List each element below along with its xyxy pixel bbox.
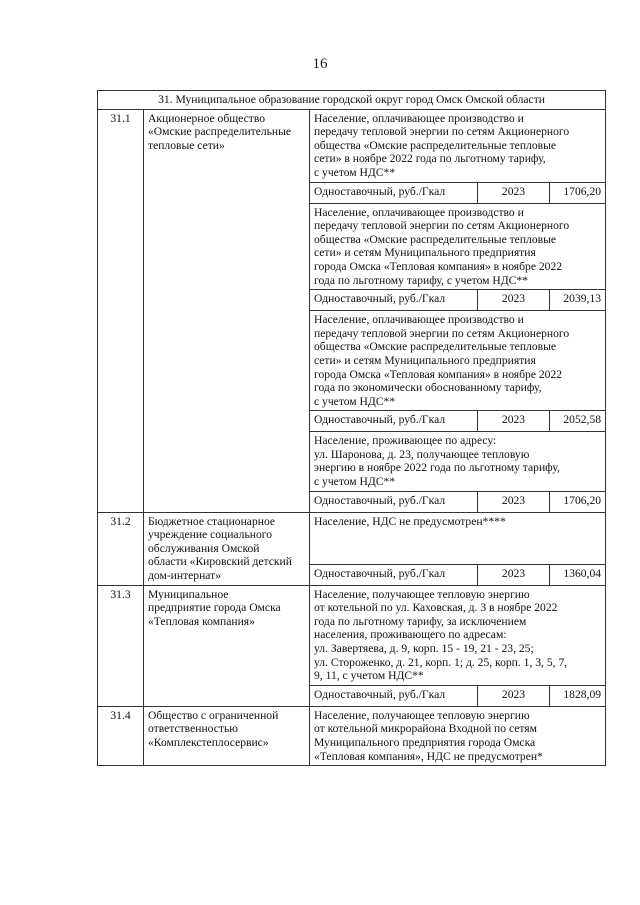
description-line: сети» в ноябре 2022 года по льготному тарифу,	[314, 152, 546, 166]
row-number: 31.4	[98, 706, 144, 765]
description-line: с учетом НДС**	[314, 475, 396, 489]
description-line: города Омска «Тепловая компания» в ноябре 2022	[314, 259, 563, 273]
description-line: Население, оплачивающее производство и	[314, 205, 524, 219]
table-row	[98, 585, 606, 685]
consumer-description	[310, 706, 606, 765]
organization-name	[144, 585, 310, 706]
description-line: 9, 11, с учетом НДС**	[314, 669, 424, 683]
tariff-unit: Одноставочный, руб./Гкал	[310, 290, 478, 311]
description-line: с учетом НДС**	[314, 165, 396, 179]
description-line: города Омска «Тепловая компания» в ноябре 2022	[314, 367, 563, 381]
description-line: общества «Омские распределительные тепловые	[314, 138, 557, 152]
tariff-year: 2023	[478, 290, 550, 311]
section-header-row	[98, 91, 606, 110]
consumer-description	[310, 585, 606, 685]
description-line: ул. Шаронова, д. 23, получающее тепловую	[314, 447, 530, 461]
tariff-year: 2023	[478, 491, 550, 512]
organization-line: Муниципальное	[148, 587, 229, 601]
description-line: сети» и сетям Муниципального предприятия	[314, 246, 536, 260]
row-number: 31.1	[98, 109, 144, 512]
description-line: передачу тепловой энергии по сетям Акционерного	[314, 219, 570, 233]
row-number: 31.2	[98, 512, 144, 585]
tariff-value: 1360,04	[550, 564, 606, 585]
tariff-value: 1706,20	[550, 182, 606, 203]
consumer-description	[310, 512, 606, 564]
description-line: от котельной по ул. Каховская, д. 3 в ноябре 2022	[314, 601, 558, 615]
row-number: 31.3	[98, 585, 144, 706]
description-line: Население, оплачивающее производство и	[314, 111, 524, 125]
consumer-description	[310, 311, 606, 411]
description-line: Население, оплачивающее производство и	[314, 313, 524, 327]
description-line: от котельной микрорайона Входной по сетям	[314, 722, 537, 736]
organization-line: Общество с ограниченной	[148, 708, 279, 722]
table-row	[98, 512, 606, 564]
page-number: 16	[312, 56, 328, 72]
tariff-unit: Одноставочный, руб./Гкал	[310, 411, 478, 432]
table-row	[98, 109, 606, 182]
consumer-description	[310, 109, 606, 182]
organization-name	[144, 109, 310, 512]
tariff-unit: Одноставочный, руб./Гкал	[310, 685, 478, 706]
organization-name	[144, 512, 310, 585]
organization-line: дом-интернат»	[148, 569, 222, 583]
organization-line: тепловые сети»	[148, 138, 225, 152]
description-line: Население, получающее тепловую энергию	[314, 708, 530, 722]
tariff-value: 1828,09	[550, 685, 606, 706]
description-line: ул. Стороженко, д. 21, корп. 1; д. 25, корп. 1, 3, 5, 7,	[314, 655, 568, 669]
organization-line: обслуживания Омской	[148, 541, 260, 555]
description-line: энергию в ноябре 2022 года по льготному тарифу,	[314, 461, 560, 475]
consumer-description	[310, 203, 606, 290]
description-line: Муниципального предприятия города Омска	[314, 735, 536, 749]
tariff-year: 2023	[478, 564, 550, 585]
organization-name	[144, 706, 310, 765]
organization-line: предприятие города Омска	[148, 601, 281, 615]
organization-line: «Комплекстеплосервис»	[148, 735, 269, 749]
description-line: Население, НДС не предусмотрен****	[314, 514, 506, 528]
organization-line: Акционерное общество	[148, 111, 266, 125]
description-line: общества «Омские распределительные тепловые	[314, 340, 557, 354]
organization-line: «Тепловая компания»	[148, 614, 255, 628]
tariff-year: 2023	[478, 182, 550, 203]
description-line: Население, получающее тепловую энергию	[314, 587, 530, 601]
organization-line: ответственностью	[148, 722, 238, 736]
description-line: года по льготному тарифу, с учетом НДС**	[314, 273, 528, 287]
description-line: «Тепловая компания», НДС не предусмотрен*	[314, 749, 543, 763]
description-line: передачу тепловой энергии по сетям Акционерного	[314, 125, 570, 139]
organization-line: области «Кировский детский	[148, 555, 292, 569]
organization-line: «Омские распределительные	[148, 125, 292, 139]
tariff-value: 1706,20	[550, 491, 606, 512]
description-line: ул. Завертяева, д. 9, корп. 15 - 19, 21 - 23, 25;	[314, 642, 534, 655]
description-line: с учетом НДС**	[314, 394, 396, 408]
table-row	[98, 706, 606, 765]
tariff-year: 2023	[478, 411, 550, 432]
tariff-value: 2052,58	[550, 411, 606, 432]
description-line: населения, проживающего по адресам:	[314, 628, 507, 642]
description-line: общества «Омские распределительные тепловые	[314, 232, 557, 246]
tariff-year: 2023	[478, 685, 550, 706]
description-line: года по льготному тарифу, за исключением	[314, 614, 527, 628]
tariff-value: 2039,13	[550, 290, 606, 311]
tariff-unit: Одноставочный, руб./Гкал	[310, 182, 478, 203]
description-line: сети» и сетям Муниципального предприятия	[314, 353, 536, 367]
description-line: передачу тепловой энергии по сетям Акционерного	[314, 326, 570, 340]
consumer-description	[310, 432, 606, 491]
tariff-table	[97, 90, 606, 766]
organization-line: Бюджетное стационарное	[148, 514, 276, 528]
description-line: года по экономически обоснованному тарифу,	[314, 381, 542, 395]
tariff-unit: Одноставочный, руб./Гкал	[310, 491, 478, 512]
section-title: 31. Муниципальное образование городской округ город Омск Омской области	[98, 91, 606, 110]
organization-line: учреждение социального	[148, 528, 273, 542]
tariff-unit: Одноставочный, руб./Гкал	[310, 564, 478, 585]
description-line: Население, проживающее по адресу:	[314, 434, 497, 448]
